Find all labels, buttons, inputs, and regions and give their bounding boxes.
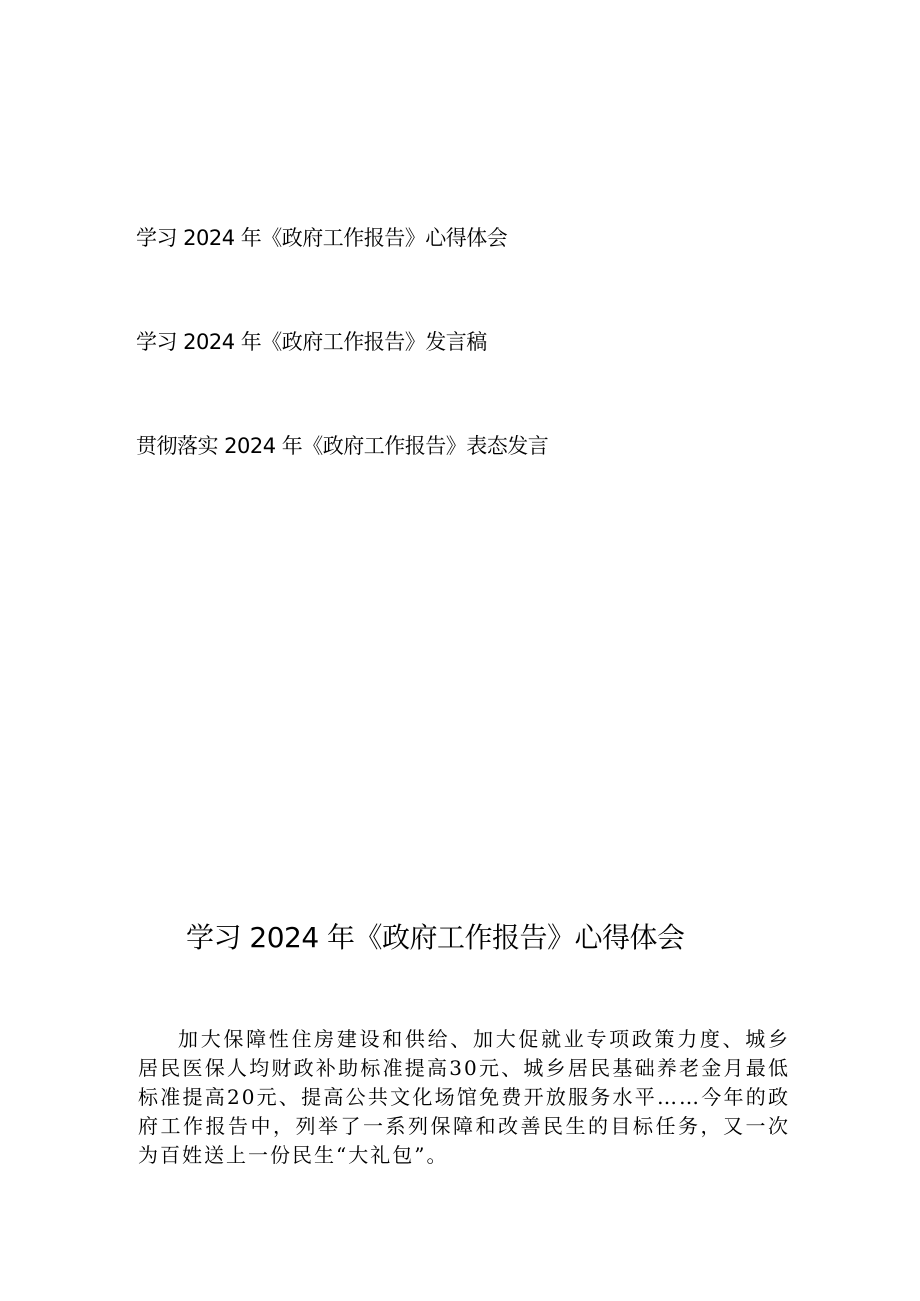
- toc-item-statement: 贯彻落实 2024 年《政府工作报告》表态发言: [136, 434, 549, 458]
- toc-item-experience: 学习 2024 年《政府工作报告》心得体会: [136, 226, 508, 250]
- toc-item-speech: 学习 2024 年《政府工作报告》发言稿: [136, 330, 487, 354]
- article-body: [138, 1025, 790, 1170]
- article-paragraph: 加大保障性住房建设和供给、加大促就业专项政策力度、城乡居民医保人均财政补助标准提高30元、城乡居民基础养老金月最低标准提高20元、提高公共文化场馆免费开放服务水平……今年的政府工作报告中，列举了一系列保障和改善民生的目标任务，又一次为百姓送上一份民生“大礼包”。: [138, 1027, 790, 1167]
- article-title: 学习 2024 年《政府工作报告》心得体会: [186, 921, 685, 954]
